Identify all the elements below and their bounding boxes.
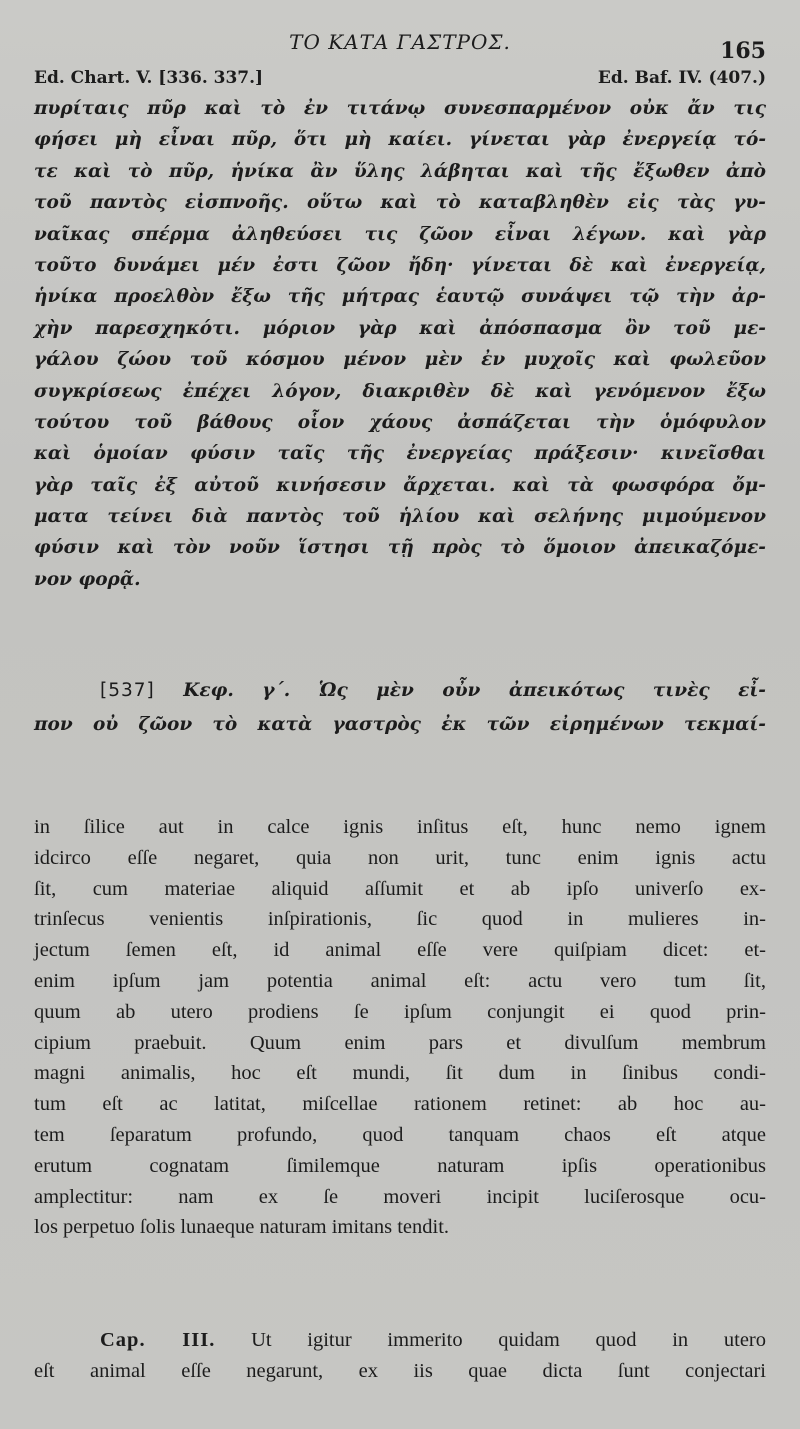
greek-chapter-line: πον οὐ ζῶον τὸ κατὰ γαστρὸς ἐκ τῶν εἰρημένων τεκμαί- xyxy=(34,714,766,735)
greek-chapter-heading xyxy=(34,674,766,742)
latin-line: erutum cognatam ſimilemque naturam ipſis operationibus xyxy=(34,1154,766,1177)
greek-line: γὰρ ταῖς ἐξ αὐτοῦ κινήσεσιν ἄρχεται. καὶ τὰ φωσφόρα ὄμ- xyxy=(34,474,766,496)
latin-line: quum ab utero prodiens ſe ipſum conjungit ei quod prin- xyxy=(34,1000,766,1023)
latin-line: los perpetuo ſolis lunaeque naturam imitans tendit. xyxy=(34,1216,450,1239)
chapter-page-reference: [537] xyxy=(100,680,155,701)
greek-line: ἡνίκα προελθὸν ἔξω τῆς μήτρας ἑαυτῷ συνάψει τῷ τὴν ἀρ- xyxy=(34,286,766,308)
running-title: ΤΟ ΚΑΤΑ ΓΑΣΤΡΟΣ. xyxy=(289,30,511,54)
greek-line: καὶ ὁμοίαν φύσιν ταῖς τῆς ἐνεργείας πράξεσιν· κινεῖσθαι xyxy=(34,443,766,465)
greek-chapter-line xyxy=(34,674,766,708)
latin-line: amplectitur: nam ex ſe moveri incipit luciſerosque ocu- xyxy=(34,1185,766,1208)
latin-line: magni animalis, hoc eſt mundi, ſit dum in ſinibus condi- xyxy=(34,1062,766,1085)
latin-line: jectum ſemen eſt, id animal eſſe vere quiſpiam dicet: et- xyxy=(34,939,766,962)
latin-chapter-line: eſt animal eſſe negarunt, ex iis quae dicta ſunt conjectari xyxy=(34,1360,766,1382)
greek-text-block xyxy=(34,93,766,595)
greek-line: συγκρίσεως ἐπέχει λόγον, διακριθὲν δὲ καὶ γενόμενον ἔξω xyxy=(34,380,766,402)
latin-chapter-line xyxy=(34,1325,766,1356)
greek-line: φύσιν καὶ τὸν νοῦν ἵστησι τῇ πρὸς τὸ ὅμοιον ἀπεικαζόμε- xyxy=(34,537,766,559)
greek-line: νον φορᾷ. xyxy=(34,568,141,590)
edition-basel-ref: Ed. Baf. IV. (407.) xyxy=(597,68,766,88)
greek-line: γάλου ζώου τοῦ κόσμου μένον μὲν ἐν μυχοῖς καὶ φωλεῦον xyxy=(34,349,766,371)
latin-line: tum eſt ac latitat, miſcellae rationem retinet: ab hoc au- xyxy=(34,1093,766,1116)
greek-line: φήσει μὴ εἶναι πῦρ, ὅτι μὴ καίει. γίνεται γὰρ ἐνεργείᾳ τό- xyxy=(34,129,766,151)
latin-line: enim ipſum jam potentia animal eſt: actu vero tum ſit, xyxy=(34,969,766,992)
latin-line: in ſilice aut in calce ignis inſitus eſt, hunc nemo ignem xyxy=(34,816,766,838)
greek-line: τούτου τοῦ βάθους οἷον χάους ἀσπάζεται τὴν ὁμόφυλον xyxy=(34,411,766,433)
latin-text-block xyxy=(34,812,766,1243)
page-number: 165 xyxy=(720,38,766,64)
latin-chapter-text: Ut igitur immerito quidam quod in utero xyxy=(251,1329,767,1351)
latin-line: trinſecus venientis inſpirationis, ſic quod in mulieres in- xyxy=(34,908,766,931)
chapter-label: Cap. III. xyxy=(100,1329,216,1351)
latin-chapter-heading xyxy=(34,1325,766,1387)
greek-line: τε καὶ τὸ πῦρ, ἡνίκα ἂν ὕλης λάβηται καὶ τῆς ἔξωθεν ἀπὸ xyxy=(34,160,766,182)
greek-line: ματα τείνει διὰ παντὸς τοῦ ἡλίου καὶ σελήνης μιμούμενον xyxy=(34,506,766,528)
greek-chapter-text: Κεφ. γ΄. Ὡς μὲν οὖν ἀπεικότως τινὲς εἶ- xyxy=(183,680,766,701)
latin-line: cipium praebuit. Quum enim pars et divulſum membrum xyxy=(34,1031,766,1054)
latin-line: tem ſeparatum profundo, quod tanquam chaos eſt atque xyxy=(34,1123,766,1146)
greek-line: τοῦ παντὸς εἰσπνοῆς. οὕτω καὶ τὸ καταβληθὲν εἰς τὰς γυ- xyxy=(34,192,766,214)
greek-line: τοῦτο δυνάμει μέν ἐστι ζῶον ἤδη· γίνεται δὲ καὶ ἐνεργείᾳ, xyxy=(34,254,766,276)
latin-line: ſit, cum materiae aliquid aſſumit et ab ipſo univerſo ex- xyxy=(34,877,766,900)
greek-line: πυρίταις πῦρ καὶ τὸ ἐν τιτάνῳ συνεσπαρμένον οὐκ ἄν τις xyxy=(34,98,766,119)
edition-chartier-ref: Ed. Chart. V. [336. 337.] xyxy=(34,68,264,88)
latin-line: idcirco eſſe negaret, quia non urit, tunc enim ignis actu xyxy=(34,846,766,869)
edition-reference-line xyxy=(34,68,766,94)
greek-line: ναῖκας σπέρμα ἀληθεύσει τις ζῶον εἶναι λέγων. καὶ γὰρ xyxy=(34,223,766,245)
greek-line: χὴν παρεσχηκότι. μόριον γὰρ καὶ ἀπόσπασμα ὂν τοῦ με- xyxy=(34,317,766,339)
